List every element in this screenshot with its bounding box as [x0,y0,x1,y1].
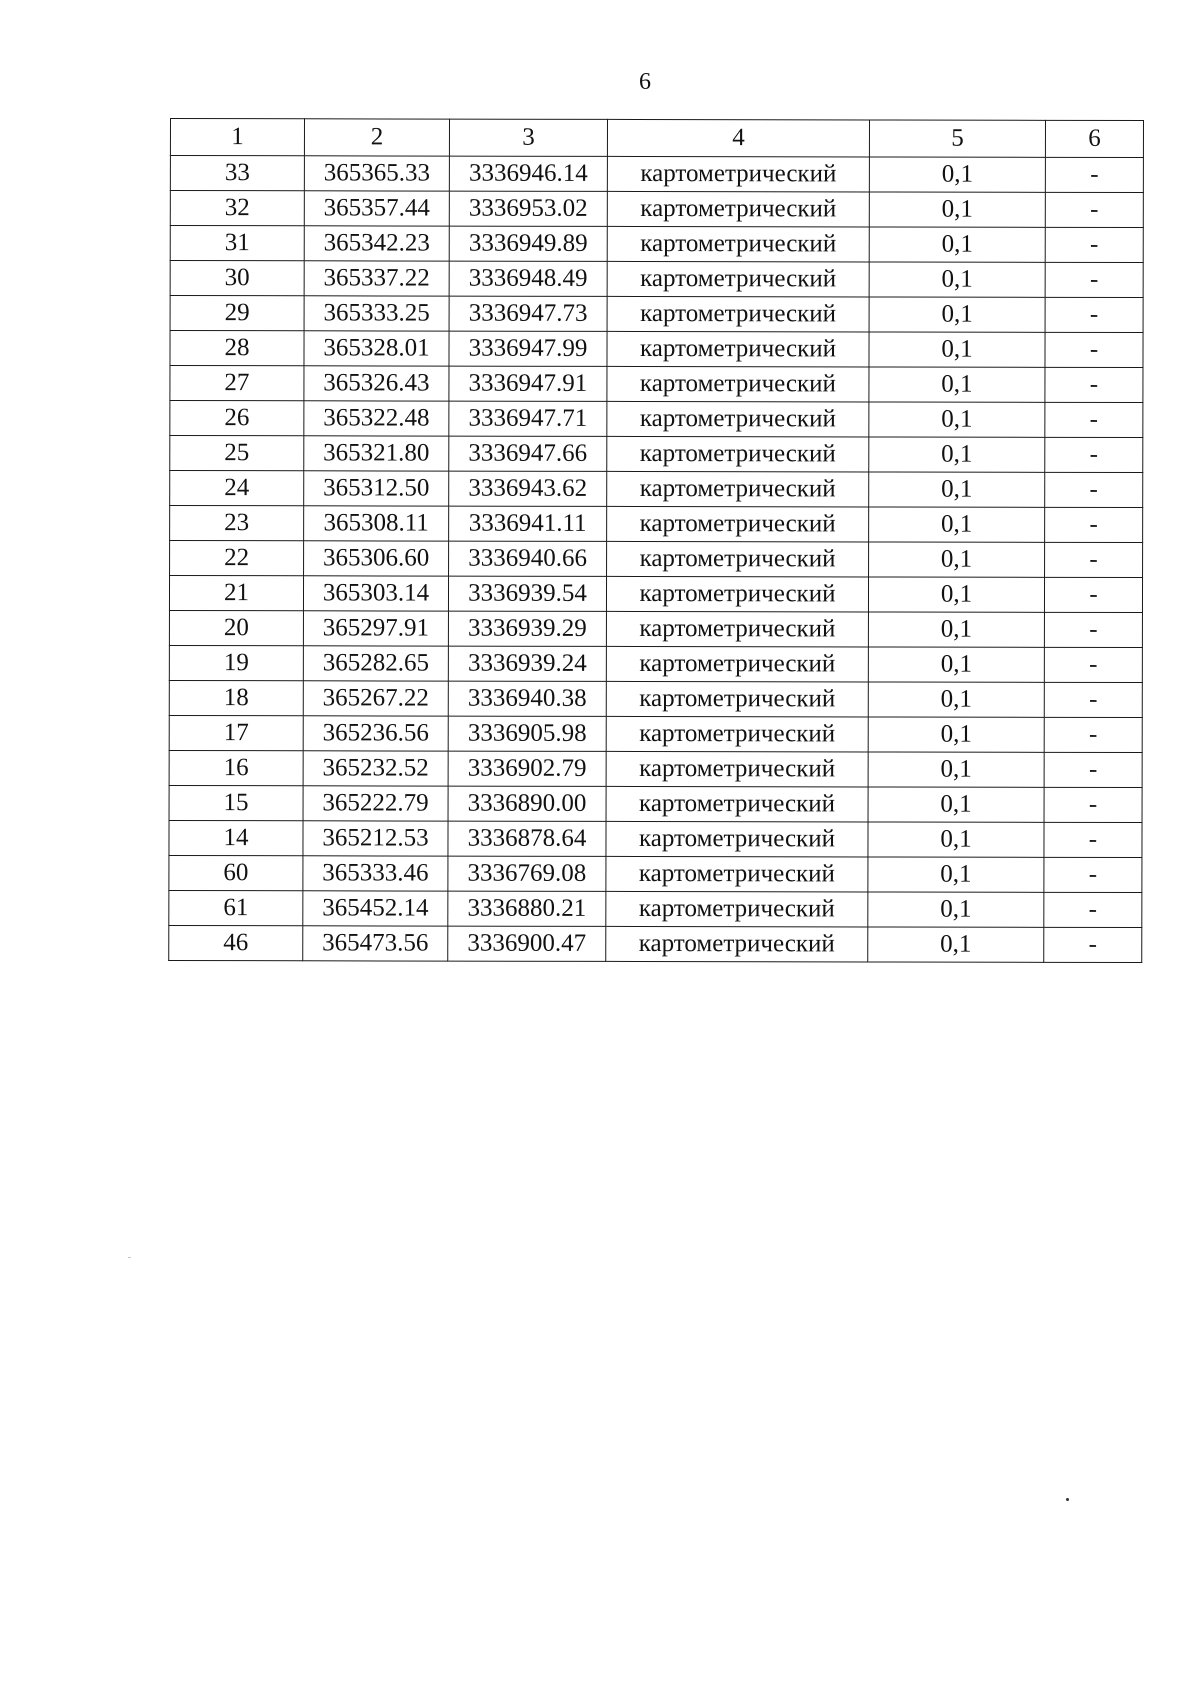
x-coordinate-cell: 365452.14 [303,891,448,926]
y-coordinate-cell: 3336953.02 [449,191,607,226]
y-coordinate-cell: 3336941.11 [449,506,607,541]
y-coordinate-cell: 3336890.00 [448,786,606,821]
x-coordinate-cell: 365312.50 [304,471,449,506]
accuracy-cell: 0,1 [868,717,1044,752]
note-cell: - [1045,402,1143,437]
point-number-cell: 17 [169,715,303,750]
table-row [169,610,1142,647]
y-coordinate-cell: 3336947.99 [449,331,607,366]
method-cell: картометрический [607,506,869,542]
point-number-cell: 21 [169,576,303,611]
point-number-cell: 18 [169,680,303,715]
note-cell: - [1044,717,1142,752]
method-cell: картометрический [606,751,868,787]
note-cell: - [1044,892,1142,927]
note-cell: - [1045,437,1143,472]
scan-mark [128,1257,131,1258]
accuracy-cell: 0,1 [868,892,1044,927]
y-coordinate-cell: 3336948.49 [449,261,607,296]
point-number-cell: 23 [170,506,304,541]
point-number-cell: 28 [170,331,304,366]
y-coordinate-cell: 3336946.14 [449,156,607,191]
table-row [170,261,1143,298]
point-number-cell: 31 [170,226,304,261]
method-cell: картометрический [607,191,869,227]
y-coordinate-cell: 3336947.71 [449,401,607,436]
page-number: 6 [639,69,651,95]
accuracy-cell: 0,1 [868,647,1044,682]
accuracy-cell: 0,1 [868,752,1044,787]
x-coordinate-cell: 365473.56 [303,926,448,961]
accuracy-cell: 0,1 [869,507,1045,542]
table-row [170,191,1143,228]
x-coordinate-cell: 365337.22 [304,261,449,296]
method-cell: картометрический [606,891,868,927]
method-cell: картометрический [606,786,868,822]
point-number-cell: 46 [169,925,303,960]
method-cell: картометрический [607,261,869,297]
y-coordinate-cell: 3336939.29 [448,611,606,646]
method-cell: картометрический [607,331,869,367]
note-cell: - [1044,682,1142,717]
y-coordinate-cell: 3336940.66 [449,541,607,576]
table-row [170,226,1143,263]
note-cell: - [1045,192,1143,227]
table-row [170,506,1143,543]
method-cell: картометрический [607,436,869,472]
point-number-cell: 33 [170,156,304,191]
note-cell: - [1044,577,1142,612]
y-coordinate-cell: 3336947.91 [449,366,607,401]
method-cell: картометрический [606,716,868,752]
x-coordinate-cell: 365308.11 [304,506,449,541]
table-row [169,576,1142,613]
note-cell: - [1044,752,1142,787]
table-row [169,645,1142,682]
table-header-row [170,119,1143,158]
table-row [169,750,1142,787]
point-number-cell: 22 [170,541,304,576]
accuracy-cell: 0,1 [869,542,1045,577]
y-coordinate-cell: 3336905.98 [448,716,606,751]
accuracy-cell: 0,1 [868,577,1044,612]
accuracy-cell: 0,1 [868,857,1044,892]
header-cell-4: 4 [607,119,869,157]
accuracy-cell: 0,1 [868,822,1044,857]
method-cell: картометрический [607,226,869,262]
accuracy-cell: 0,1 [869,227,1045,262]
note-cell: - [1044,822,1142,857]
table-row [170,156,1143,193]
point-number-cell: 16 [169,750,303,785]
y-coordinate-cell: 3336949.89 [449,226,607,261]
x-coordinate-cell: 365321.80 [304,436,449,471]
x-coordinate-cell: 365282.65 [303,646,448,681]
accuracy-cell: 0,1 [868,927,1044,962]
method-cell: картометрический [607,296,869,332]
note-cell: - [1045,297,1143,332]
x-coordinate-cell: 365326.43 [304,366,449,401]
point-number-cell: 27 [170,366,304,401]
accuracy-cell: 0,1 [868,787,1044,822]
accuracy-cell: 0,1 [869,157,1045,192]
header-cell-6: 6 [1045,120,1143,157]
method-cell: картометрический [606,856,868,892]
accuracy-cell: 0,1 [869,402,1045,437]
scan-speck [1066,1498,1069,1501]
x-coordinate-cell: 365267.22 [303,681,448,716]
y-coordinate-cell: 3336939.54 [448,576,606,611]
y-coordinate-cell: 3336943.62 [449,471,607,506]
x-coordinate-cell: 365365.33 [304,156,449,191]
note-cell: - [1044,787,1142,822]
accuracy-cell: 0,1 [869,472,1045,507]
x-coordinate-cell: 365357.44 [304,191,449,226]
note-cell: - [1045,332,1143,367]
note-cell: - [1045,367,1143,402]
point-number-cell: 26 [170,401,304,436]
point-number-cell: 19 [169,645,303,680]
y-coordinate-cell: 3336880.21 [448,891,606,926]
accuracy-cell: 0,1 [869,367,1045,402]
x-coordinate-cell: 365212.53 [303,821,448,856]
note-cell: - [1045,542,1143,577]
method-cell: картометрический [606,926,868,962]
table-row [169,855,1142,892]
y-coordinate-cell: 3336939.24 [448,646,606,681]
table-row [170,401,1143,438]
x-coordinate-cell: 365303.14 [303,576,448,611]
method-cell: картометрический [606,681,868,717]
table-row [169,785,1142,822]
y-coordinate-cell: 3336900.47 [448,926,606,961]
note-cell: - [1045,507,1143,542]
coordinates-table [168,118,1144,963]
point-number-cell: 15 [169,785,303,820]
table-row [170,331,1143,368]
note-cell: - [1045,227,1143,262]
x-coordinate-cell: 365342.23 [304,226,449,261]
header-cell-3: 3 [449,119,607,156]
x-coordinate-cell: 365222.79 [303,786,448,821]
table-row [169,680,1142,717]
table-row [170,436,1143,473]
table-row [170,541,1143,578]
method-cell: картометрический [607,401,869,437]
table-row [169,890,1142,927]
method-cell: картометрический [607,541,869,577]
method-cell: картометрический [607,471,869,507]
table-row [170,471,1143,508]
note-cell: - [1045,262,1143,297]
point-number-cell: 25 [170,436,304,471]
x-coordinate-cell: 365297.91 [303,611,448,646]
point-number-cell: 20 [169,610,303,645]
x-coordinate-cell: 365333.25 [304,296,449,331]
accuracy-cell: 0,1 [869,192,1045,227]
header-cell-1: 1 [170,119,304,156]
table-row [169,925,1142,962]
method-cell: картометрический [606,821,868,857]
point-number-cell: 24 [170,471,304,506]
note-cell: - [1044,857,1142,892]
table-body [169,119,1144,963]
method-cell: картометрический [606,611,868,647]
note-cell: - [1044,612,1142,647]
method-cell: картометрический [606,646,868,682]
note-cell: - [1045,157,1143,192]
table-row [169,715,1142,752]
note-cell: - [1044,647,1142,682]
accuracy-cell: 0,1 [869,297,1045,332]
header-cell-2: 2 [304,119,449,156]
y-coordinate-cell: 3336940.38 [448,681,606,716]
y-coordinate-cell: 3336769.08 [448,856,606,891]
accuracy-cell: 0,1 [868,612,1044,647]
accuracy-cell: 0,1 [869,262,1045,297]
x-coordinate-cell: 365236.56 [303,716,448,751]
point-number-cell: 14 [169,820,303,855]
method-cell: картометрический [606,576,868,612]
note-cell: - [1045,472,1143,507]
point-number-cell: 30 [170,261,304,296]
point-number-cell: 61 [169,890,303,925]
point-number-cell: 29 [170,296,304,331]
note-cell: - [1044,927,1142,962]
accuracy-cell: 0,1 [868,682,1044,717]
accuracy-cell: 0,1 [869,332,1045,367]
method-cell: картометрический [607,366,869,402]
x-coordinate-cell: 365306.60 [304,541,449,576]
point-number-cell: 60 [169,855,303,890]
table-row [169,820,1142,857]
table-row [170,366,1143,403]
x-coordinate-cell: 365328.01 [304,331,449,366]
x-coordinate-cell: 365333.46 [303,856,448,891]
x-coordinate-cell: 365232.52 [303,751,448,786]
table-row [170,296,1143,333]
header-cell-5: 5 [869,120,1045,157]
point-number-cell: 32 [170,191,304,226]
y-coordinate-cell: 3336878.64 [448,821,606,856]
accuracy-cell: 0,1 [869,437,1045,472]
y-coordinate-cell: 3336947.73 [449,296,607,331]
method-cell: картометрический [607,156,869,192]
y-coordinate-cell: 3336947.66 [449,436,607,471]
x-coordinate-cell: 365322.48 [304,401,449,436]
y-coordinate-cell: 3336902.79 [448,751,606,786]
